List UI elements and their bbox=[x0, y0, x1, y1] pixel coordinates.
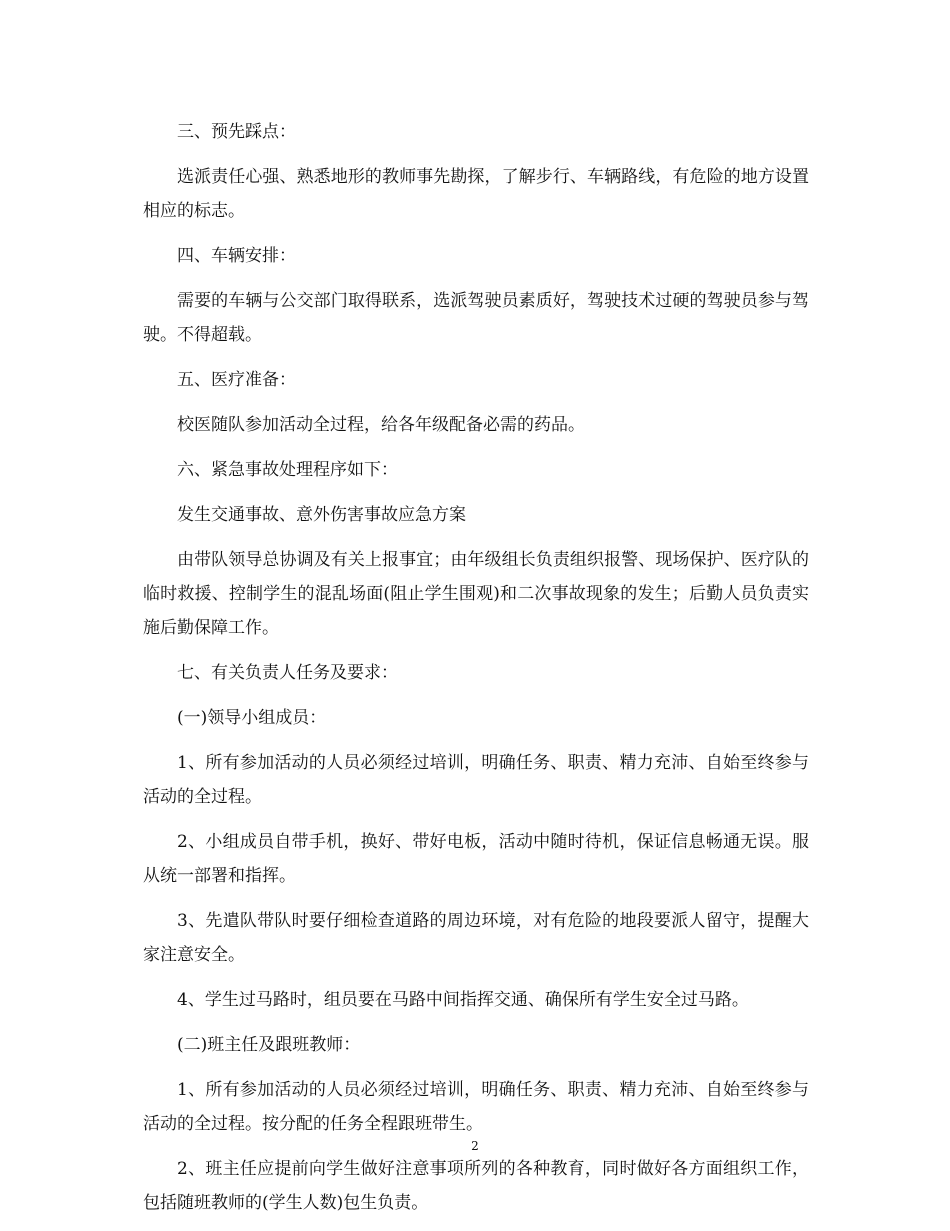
paragraph: 发生交通事故、意外伤害事故应急方案 bbox=[177, 505, 466, 525]
section-heading-responsibilities: 七、有关负责人任务及要求： bbox=[177, 663, 398, 683]
document-body bbox=[143, 115, 809, 1231]
section-heading-medical-preparation: 五、医疗准备： bbox=[177, 370, 296, 390]
paragraph: 选派责任心强、熟悉地形的教师事先勘探，了解步行、车辆路线，有危险的地方设置相应的标志。 bbox=[143, 167, 809, 221]
page-number: 2 bbox=[471, 1139, 479, 1153]
list-item: 2、班主任应提前向学生做好注意事项所列的各种教育，同时做好各方面组织工作，包括随班教师的(学生人数)包生负责。 bbox=[143, 1159, 809, 1213]
list-item: 1、所有参加活动的人员必须经过培训，明确任务、职责、精力充沛、自始至终参与活动的全过程。按分配的任务全程跟班带生。 bbox=[143, 1080, 809, 1134]
list-item: 2、小组成员自带手机，换好、带好电板，活动中随时待机，保证信息畅通无误。服从统一部署和指挥。 bbox=[143, 832, 809, 886]
subsection-heading-class-teachers: (二)班主任及跟班教师： bbox=[177, 1035, 361, 1055]
paragraph: 由带队领导总协调及有关上报事宜；由年级组长负责组织报警、现场保护、医疗队的临时救援、控制学生的混乱场面(阻止学生围观)和二次事故现象的发生；后勤人员负责实施后勤保障工作。 bbox=[143, 550, 809, 638]
section-heading-emergency-procedure: 六、紧急事故处理程序如下： bbox=[177, 460, 398, 480]
list-item: 3、先遣队带队时要仔细检查道路的周边环境，对有危险的地段要派人留守，提醒大家注意安全。 bbox=[143, 911, 809, 965]
subsection-heading-leadership-group: (一)领导小组成员： bbox=[177, 708, 327, 728]
section-heading-preliminary-survey: 三、预先踩点： bbox=[177, 122, 296, 142]
paragraph: 校医随队参加活动全过程，给各年级配备必需的药品。 bbox=[177, 415, 585, 435]
list-item: 1、所有参加活动的人员必须经过培训，明确任务、职责、精力充沛、自始至终参与活动的全过程。 bbox=[143, 753, 809, 807]
paragraph: 需要的车辆与公交部门取得联系，选派驾驶员素质好，驾驶技术过硬的驾驶员参与驾驶。不得超载。 bbox=[143, 291, 809, 345]
list-item: 4、学生过马路时，组员要在马路中间指挥交通、确保所有学生安全过马路。 bbox=[177, 990, 749, 1010]
section-heading-vehicle-arrangement: 四、车辆安排： bbox=[177, 246, 296, 266]
